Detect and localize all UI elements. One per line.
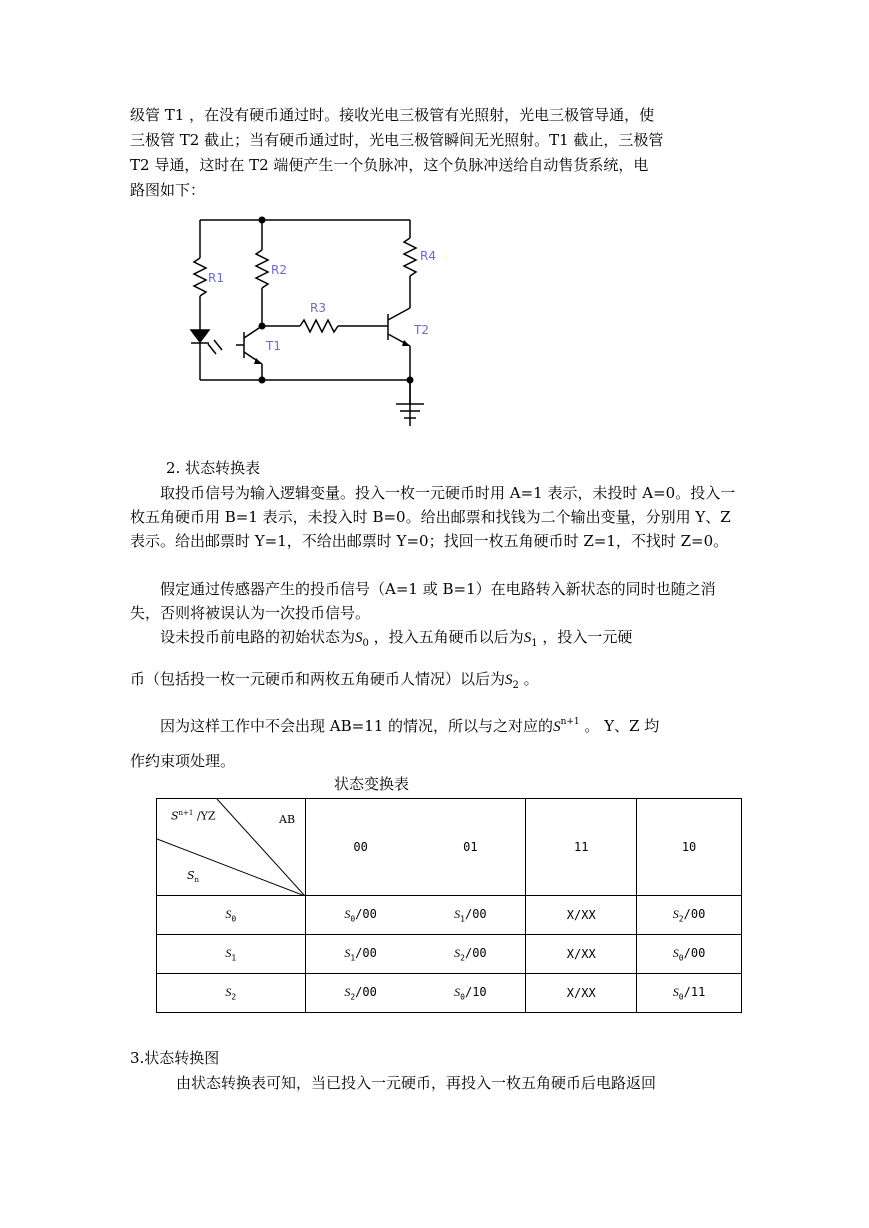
corner-top-label: $S^{n+1}$ /YZ [171, 809, 216, 823]
intro-line-1: 级管 T1 ，在没有硬币通过时。接收光电三极管有光照射，光电三极管导通，使 [130, 106, 655, 124]
label-r1: R1 [208, 271, 224, 285]
transition-cell: $S_0/10$ [416, 974, 526, 1013]
section2-para1: 取投币信号为输入逻辑变量。投入一枚一元硬币时用 A=1 表示，未投时 A=0。投入一枚五角硬币用 B=1 表示，未投入时 B=0。给出邮票和找钱为二个输出变量，分别用 Y、Z 表示。给出邮票时 Y=1，不给出邮票时 Y=0；找回一枚五角硬币时 Z=1，不找时 Z=0。 [130, 484, 736, 550]
label-r2: R2 [271, 263, 287, 277]
intro-line-2: 三极管 T2 截止；当有硬币通过时，光电三极管瞬间无光照射。T1 截止，三极管 [130, 131, 664, 149]
section2-para4-line1: 因为这样工作中不会出现 AB=11 的情况，所以与之对应的$S^{n+1}$ 。 Y、Z 均 [160, 717, 660, 735]
transition-cell: $S_1/00$ [416, 896, 526, 935]
section2-heading: 2. 状态转换表 [166, 459, 261, 477]
intro-line-3: T2 导通，这时在 T2 端便产生一个负脉冲，这个负脉冲送给自动售货系统，电 [130, 156, 649, 174]
table-row [157, 935, 742, 974]
table-caption: 状态变换表 [334, 775, 410, 793]
column-header: 11 [526, 799, 637, 896]
corner-bottom-label: $S_n$ [187, 869, 200, 885]
circuit-diagram [180, 208, 440, 428]
transition-cell: X/XX [526, 896, 637, 935]
table-row [157, 896, 742, 935]
section2-para3-line2: 币（包括投一枚一元硬币和两枚五角硬币人情况）以后为$S_2$ 。 [130, 670, 539, 691]
section2-para3-line1: 设未投币前电路的初始状态为$S_0$ ，投入五角硬币以后为$S_1$ ，投入一元硬 [160, 628, 633, 649]
transition-cell: $S_2/00$ [637, 896, 742, 935]
state-cell: $S_2$ [157, 974, 306, 1013]
column-header: 00 [305, 799, 415, 896]
transition-cell: X/XX [526, 935, 637, 974]
transition-cell: $S_2/00$ [416, 935, 526, 974]
column-header: 01 [416, 799, 526, 896]
state-cell: $S_1$ [157, 935, 306, 974]
table-row [157, 974, 742, 1013]
intro-line-4: 路图如下： [130, 181, 206, 199]
section3-para1: 由状态转换表可知，当已投入一元硬币，再投入一枚五角硬币后电路返回 [176, 1074, 657, 1092]
corner-ab-label: AB [279, 813, 296, 826]
transition-cell: $S_0/00$ [637, 935, 742, 974]
transition-cell: X/XX [526, 974, 637, 1013]
label-r4: R4 [420, 249, 436, 263]
section3-heading: 3.状态转换图 [130, 1049, 220, 1067]
label-r3: R3 [310, 301, 326, 315]
transition-cell: $S_1/00$ [305, 935, 415, 974]
state-cell: $S_0$ [157, 896, 306, 935]
transition-cell: $S_0/00$ [305, 896, 415, 935]
state-table [156, 798, 742, 1013]
table-corner-cell [157, 799, 306, 896]
section2-para4-line2: 作约束项处理。 [130, 752, 236, 770]
label-t1: T1 [266, 339, 281, 353]
section2-para2: 假定通过传感器产生的投币信号（A=1 或 B=1）在电路转入新状态的同时也随之消失，否则将被误认为一次投币信号。 [130, 580, 716, 622]
column-header: 10 [637, 799, 742, 896]
transition-cell: $S_0/11$ [637, 974, 742, 1013]
transition-cell: $S_2/00$ [305, 974, 415, 1013]
label-t2: T2 [414, 323, 429, 337]
